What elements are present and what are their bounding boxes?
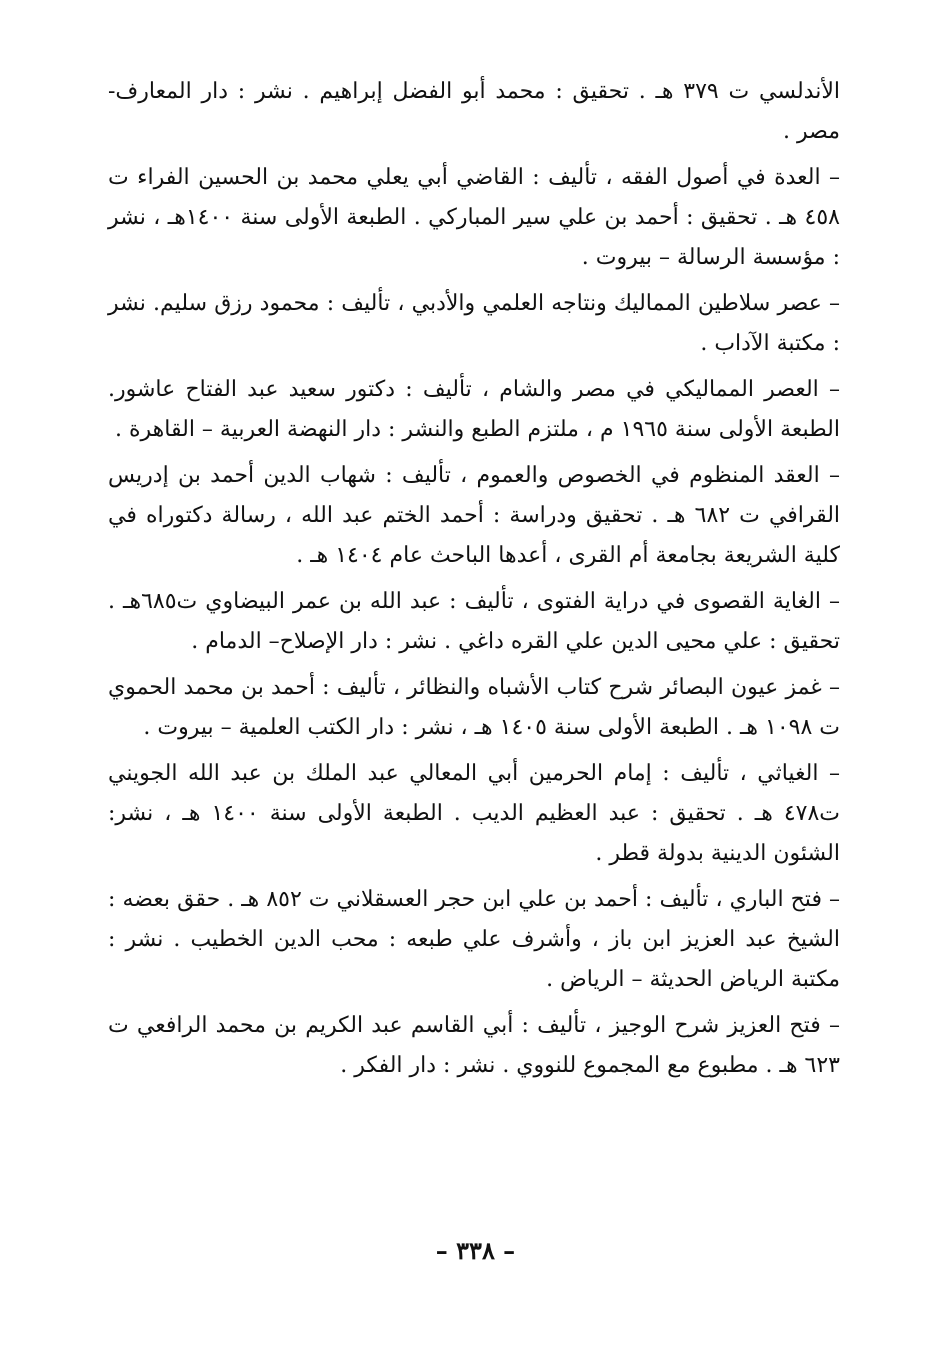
bibliography-entry-8: – الغياثي ، تأليف : إمام الحرمين أبي المعالي عبد الملك بن عبد الله الجويني ت٤٧٨ هـ . تحقيق : عبد العظيم الديب . الطبعة الأولى سنة ١٤٠٠ هـ ، نشر: الشئون الدينية بدولة قطر . [108, 761, 841, 866]
bibliography-entry-1: الأندلسي ت ٣٧٩ هـ . تحقيق : محمد أبو الفضل إبراهيم . نشر : دار المعارف- مصر . [108, 79, 840, 144]
bibliography-entry-5: – العقد المنظوم في الخصوص والعموم ، تأليف : شهاب الدين أحمد بن إدريس القرافي ت ٦٨٢ هـ . تحقيق ودراسة : أحمد الختم عبد الله ، رسالة دكتوراه في كلية الشريعة بجامعة أم القرى ، أعدها الباحث عام ١٤٠٤ هـ . [108, 463, 841, 568]
bibliography-entry-7: – غمز عيون البصائر شرح كتاب الأشباه والنظائر ، تأليف : أحمد بن محمد الحموي ت ١٠٩٨ هـ . الطبعة الأولى سنة ١٤٠٥ هـ ، نشر : دار الكتب العلمية – بيروت . [108, 675, 840, 740]
page-number: – ٣٣٨ – [435, 1236, 516, 1265]
bibliography-entry-2: – العدة في أصول الفقه ، تأليف : القاضي أبي يعلي محمد بن الحسين الفراء ت ٤٥٨ هـ . تحقيق : أحمد بن علي سير المباركي . الطبعة الأولى سنة ١٤٠٠هـ ، نشر : مؤسسة الرسالة – بيروت . [108, 165, 840, 270]
bibliography-entry-9: – فتح الباري ، تأليف : أحمد بن علي ابن حجر العسقلاني ت ٨٥٢ هـ . حقق بعضه : الشيخ عبد العزيز ابن باز ، وأشرف علي طبعه : محب الدين الخطيب . نشر : مكتبة الرياض الحديثة – الرياض . [108, 887, 840, 992]
bibliography-entry-4: – العصر المماليكي في مصر والشام ، تأليف : دكتور سعيد عبد الفتاح عاشور. الطبعة الأولى سنة ١٩٦٥ م ، ملتزم الطبع والنشر : دار النهضة العربية – القاهرة . [108, 377, 840, 442]
bibliography-page [108, 72, 840, 1092]
bibliography-entry-3: – عصر سلاطين المماليك ونتاجه العلمي والأدبي ، تأليف : محمود رزق سليم. نشر : مكتبة الآداب . [108, 291, 840, 356]
bibliography-entry-10: – فتح العزيز شرح الوجيز ، تأليف : أبي القاسم عبد الكريم بن محمد الرافعي ت ٦٢٣ هـ . مطبوع مع المجموع للنووي . نشر : دار الفكر . [108, 1013, 840, 1078]
bibliography-entry-6: – الغاية القصوى في دراية الفتوى ، تأليف : عبد الله بن عمر البيضاوي ت٦٨٥هـ . تحقيق : علي محيى الدين علي القره داغي . نشر : دار الإصلاح– الدمام . [108, 589, 840, 654]
